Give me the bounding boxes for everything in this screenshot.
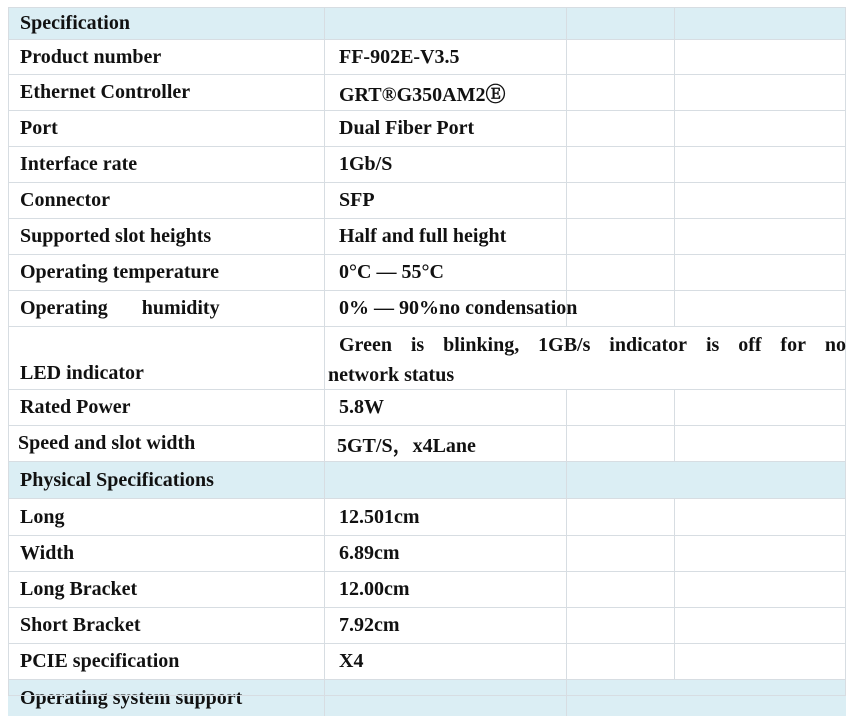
row-label: Port — [8, 111, 325, 146]
row-value: 1Gb/S — [325, 147, 567, 182]
row-label: Operating temperature — [8, 255, 325, 290]
row-value: Half and full height — [325, 219, 567, 254]
table-row — [8, 608, 846, 644]
table-row — [8, 40, 846, 75]
row-label: Operating humidity — [8, 291, 325, 326]
section-title: Operating system support — [8, 680, 325, 716]
section-title: Specification — [8, 7, 325, 39]
table-row — [8, 327, 846, 390]
spec-table — [8, 7, 846, 716]
row-value: SFP — [325, 183, 567, 218]
led-value-line-2: network status — [328, 364, 455, 386]
row-value: X4 — [325, 644, 567, 679]
row-value: Dual Fiber Port — [325, 111, 567, 146]
row-label: Product number — [8, 40, 325, 74]
row-label: Width — [8, 536, 325, 571]
table-row — [8, 111, 846, 147]
row-value: 0°C — 55°C — [325, 255, 567, 290]
row-label: Connector — [8, 183, 325, 218]
row-label: PCIE specification — [8, 644, 325, 679]
table-row — [8, 572, 846, 608]
table-row — [8, 390, 846, 426]
table-row — [8, 499, 846, 536]
table-row — [8, 644, 846, 680]
row-value: FF-902E-V3.5 — [325, 40, 567, 74]
row-value: GRT®G350AM2Ⓔ — [325, 75, 567, 110]
table-row — [8, 291, 846, 327]
table-row — [8, 75, 846, 111]
row-label: Supported slot heights — [8, 219, 325, 254]
row-value: 7.92cm — [325, 608, 567, 643]
row-value: 6.89cm — [325, 536, 567, 571]
row-label: Long Bracket — [8, 572, 325, 607]
table-row — [8, 255, 846, 291]
row-value: 0% — 90%no condensation — [325, 291, 567, 326]
table-row — [8, 219, 846, 255]
row-value: 5.8W — [325, 390, 567, 425]
row-label: Short Bracket — [8, 608, 325, 643]
section-title: Physical Specifications — [8, 462, 325, 498]
section-header-physical — [8, 462, 846, 499]
row-label: LED indicator — [8, 327, 325, 389]
section-header-specification — [8, 7, 846, 40]
row-value: 12.00cm — [325, 572, 567, 607]
section-header-os — [8, 680, 846, 716]
table-row — [8, 147, 846, 183]
row-label: Ethernet Controller — [8, 75, 325, 110]
table-row — [8, 183, 846, 219]
row-value: 12.501cm — [325, 499, 567, 535]
row-label: Interface rate — [8, 147, 325, 182]
table-row — [8, 536, 846, 572]
row-label: Rated Power — [8, 390, 325, 425]
table-row — [8, 426, 846, 462]
led-value-line-1: Green is blinking, 1GB/s indicator is off for no — [339, 334, 846, 356]
row-value — [325, 330, 846, 390]
row-label: Speed and slot width — [8, 426, 325, 461]
row-value: 5GT/S，x4Lane — [325, 426, 567, 461]
row-label: Long — [8, 499, 325, 535]
